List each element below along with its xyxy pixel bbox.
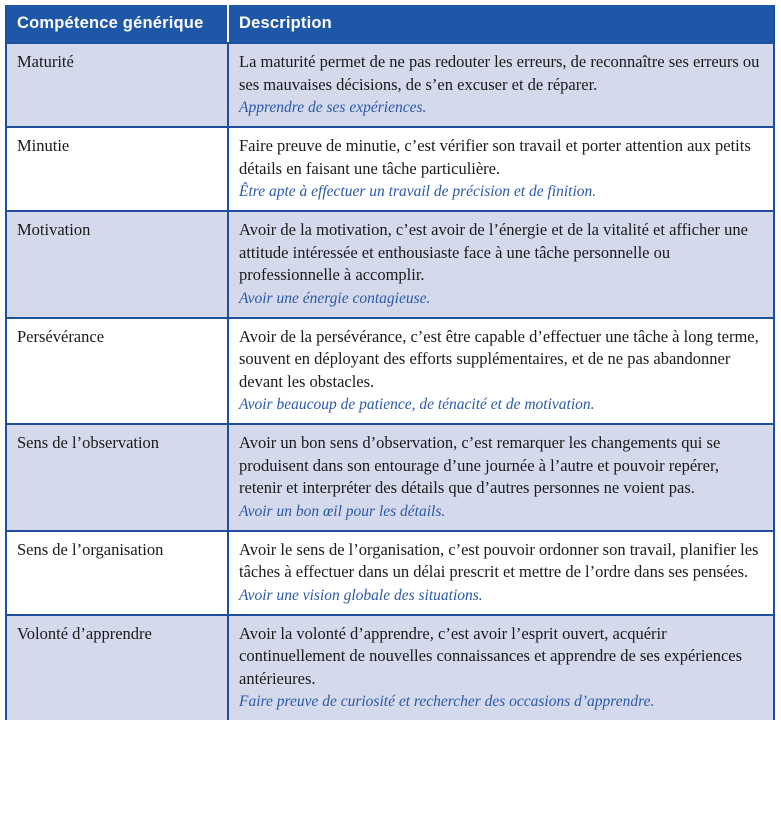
- skill-description: Avoir la volonté d’apprendre, c’est avoir l’esprit ouvert, acquérir continuellement de nouvelles connaissances et apprendre de ses expériences antérieures.: [239, 623, 743, 688]
- skill-description: La maturité permet de ne pas redouter les erreurs, de reconnaître ses erreurs ou ses mauvaises décisions, de s’en excuser et de réparer.: [239, 52, 760, 94]
- table-row: [7, 424, 773, 531]
- table-header: [7, 5, 773, 43]
- skill-tagline: Faire preuve de curiosité et rechercher des occasions d’apprendre.: [239, 693, 655, 710]
- header-description: Description: [228, 5, 773, 43]
- skill-name: Persévérance: [7, 318, 228, 425]
- table-row: [7, 43, 773, 127]
- skill-name: Sens de l’organisation: [7, 531, 228, 615]
- skill-tagline: Avoir une énergie contagieuse.: [239, 289, 431, 307]
- skill-description-cell: [228, 43, 773, 127]
- skill-description: Avoir de la motivation, c’est avoir de l’énergie et de la vitalité et afficher une attitude intéressée et enthousiaste face à une tâche personnelle ou professionnelle à accomplir.: [239, 220, 749, 284]
- table-row: [7, 615, 773, 721]
- skill-description: Avoir un bon sens d’observation, c’est remarquer les changements qui se produisent dans son entourage d’une journée à l’autre et pouvoir repérer, retenir et interpréter des détails que d’autres personnes ne voient pas.: [239, 433, 721, 497]
- skills-table: [7, 5, 773, 720]
- skill-description-cell: [228, 531, 773, 615]
- table-row: [7, 211, 773, 318]
- skill-tagline: Avoir beaucoup de patience, de ténacité et de motivation.: [239, 396, 595, 413]
- skill-name: Minutie: [7, 127, 228, 211]
- skill-description-cell: [228, 211, 773, 318]
- skill-tagline: Apprendre de ses expériences.: [239, 99, 427, 116]
- skill-description-cell: [228, 615, 773, 721]
- skill-name: Maturité: [7, 43, 228, 127]
- skill-description-cell: [228, 424, 773, 531]
- skill-description-cell: [228, 318, 773, 425]
- table-row: [7, 531, 773, 615]
- skill-name: Motivation: [7, 211, 228, 318]
- skill-description-cell: [228, 127, 773, 211]
- skill-tagline: Être apte à effectuer un travail de précision et de finition.: [239, 183, 597, 200]
- table-row: [7, 127, 773, 211]
- skill-tagline: Avoir un bon œil pour les détails.: [239, 502, 446, 520]
- skill-description: Avoir de la persévérance, c’est être capable d’effectuer une tâche à long terme, souvent en déployant des efforts supplémentaires, et de ne pas abandonner devant les obstacles.: [239, 326, 759, 391]
- skill-description: Avoir le sens de l’organisation, c’est pouvoir ordonner son travail, planifier les tâches à effectuer dans un délai prescrit et mettre de l’ordre dans ses pensées.: [239, 539, 759, 581]
- skill-name: Volonté d’apprendre: [7, 615, 228, 721]
- table-row: [7, 318, 773, 425]
- skills-table-container: [5, 5, 775, 720]
- skill-tagline: Avoir une vision globale des situations.: [239, 586, 483, 604]
- skill-name: Sens de l’observation: [7, 424, 228, 531]
- header-row: [7, 5, 773, 43]
- skill-description: Faire preuve de minutie, c’est vérifier son travail et porter attention aux petits détails en faisant une tâche particulière.: [239, 136, 751, 178]
- table-body: [7, 43, 773, 720]
- header-skill: Compétence générique: [7, 5, 228, 43]
